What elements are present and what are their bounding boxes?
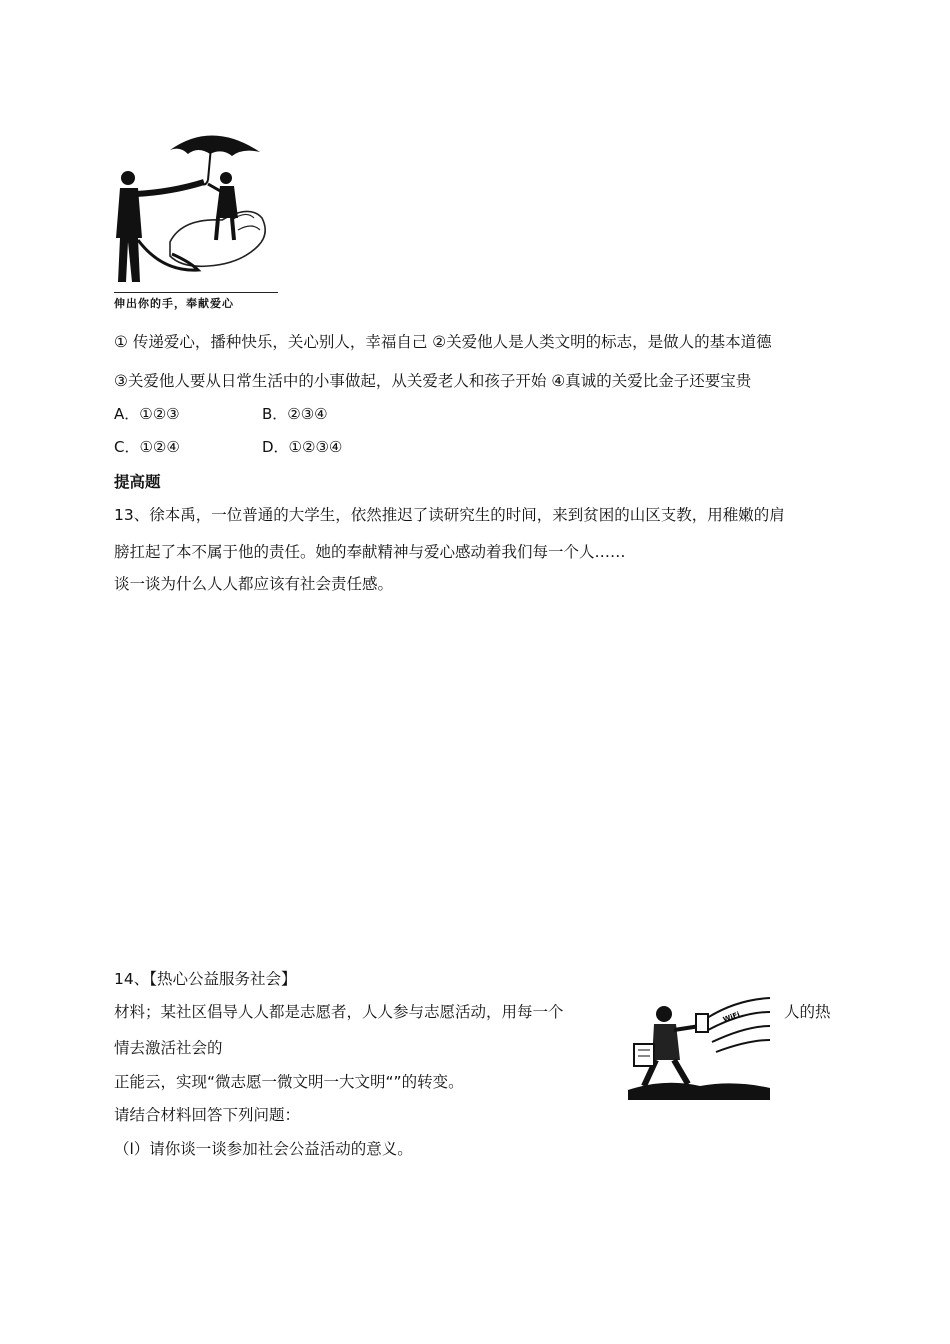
q12-option-a: A．①②③ [114, 405, 180, 423]
q13-question: 谈一谈为什么人人都应该有社会责任感。 [114, 575, 394, 593]
q12-option-c: C．①②④ [114, 438, 180, 456]
illustration-umbrella-kindness [112, 122, 278, 312]
section-heading: 提高题 [114, 473, 161, 491]
illustration-caption: 伸出你的手，奉献爱心 [114, 292, 278, 311]
q14-material-line-2: 情去激活社会的 [114, 1039, 223, 1057]
q12-statement-line-1: ① 传递爱心，播种快乐，关心别人，幸福自己 ②关爱他人是人类文明的标志，是做人的基本道德 [114, 333, 772, 351]
wifi-label: WiFi [721, 1010, 741, 1024]
q14-material-line-3: 正能云，实现“微志愿一微文明一大文明“”的转变。 [114, 1073, 464, 1091]
q12-statement-line-2: ③关爱他人要从日常生活中的小事做起，从关爱老人和孩子开始 ④真诚的关爱比金子还要宝贵 [114, 372, 752, 390]
q13-line-2: 膀扛起了本不属于他的责任。她的奉献精神与爱心感动着我们每一个人…… [114, 543, 626, 561]
q13-line-1: 13、徐本禹，一位普通的大学生，依然推迟了读研究生的时间，来到贫困的山区支教，用稚嫩的肩 [114, 506, 785, 524]
q12-option-d: D．①②③④ [262, 438, 343, 456]
q12-option-b: B．②③④ [262, 405, 328, 423]
q14-material-part-2: 人的热 [784, 1003, 831, 1021]
q14-title: 14、【热心公益服务社会】 [114, 970, 297, 988]
q14-material-part-1: 材料；某社区倡导人人都是志愿者，人人参与志愿活动，用每一个 [114, 1003, 564, 1021]
illustration-volunteer-wifi [624, 990, 772, 1102]
q14-prompt: 请结合材料回答下列问题： [114, 1106, 301, 1124]
q14-sub-question-1: （l）请你谈一谈参加社会公益活动的意义。 [114, 1140, 413, 1158]
